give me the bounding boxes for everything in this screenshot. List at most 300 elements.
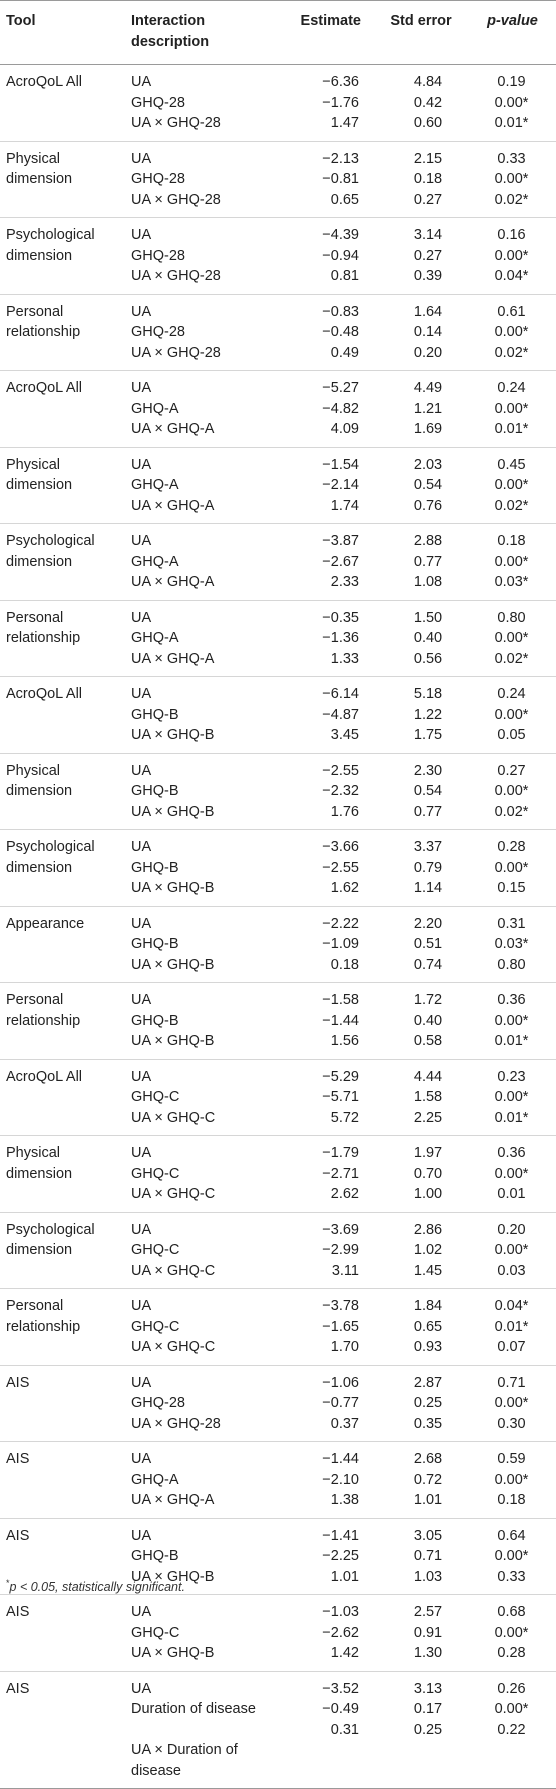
estimate-cell: 0.49: [330, 344, 359, 361]
p-value-cell: 0.80: [497, 609, 526, 626]
interaction-cell: UA × GHQ-C: [131, 1109, 216, 1126]
estimate-cell: 1.01: [330, 1568, 359, 1585]
table-row: [0, 753, 556, 781]
interaction-cell: GHQ-C: [131, 1242, 180, 1258]
std-error-cell: 0.91: [413, 1624, 443, 1641]
std-error-cell: 1.50: [413, 609, 443, 626]
interaction-cell: UA: [131, 1604, 152, 1620]
estimate-cell: −5.27: [322, 380, 359, 396]
p-value-cell: 0.03*: [494, 574, 529, 590]
interaction-cell: GHQ-28: [131, 247, 185, 264]
interaction-cell: Duration of disease: [131, 1701, 256, 1717]
p-value-cell: 0.00*: [494, 1395, 529, 1411]
std-error-cell: [373, 1740, 469, 1789]
tool-cell: Personal relationship: [6, 303, 81, 340]
table-row: [0, 1289, 556, 1317]
p-value-cell: 0.00*: [494, 477, 529, 493]
estimate-cell: 2.62: [330, 1186, 359, 1202]
std-error-cell: 2.87: [413, 1374, 443, 1391]
std-error-cell: 2.25: [413, 1109, 443, 1126]
std-error-cell: 0.39: [413, 268, 443, 284]
p-value-cell: 0.02*: [494, 803, 529, 820]
p-value-cell: 0.00*: [494, 171, 529, 187]
p-value-cell: 0.24: [497, 686, 526, 702]
estimate-cell: −0.81: [322, 171, 359, 187]
interaction-cell: GHQ-A: [131, 630, 179, 646]
header-tool: Tool: [6, 13, 36, 29]
header-estimate: Estimate: [300, 13, 361, 29]
interaction-cell: GHQ-C: [131, 1318, 180, 1335]
std-error-cell: 0.54: [413, 477, 443, 493]
p-value-cell: 0.00* 0.22: [494, 1701, 529, 1738]
estimate-cell: −3.78: [322, 1298, 359, 1314]
tool-cell: Appearance: [6, 915, 85, 932]
interaction-cell: UA: [131, 1145, 152, 1161]
estimate-cell: −1.76: [322, 94, 359, 111]
interaction-cell: GHQ-B: [131, 1012, 179, 1029]
estimate-cell: −2.10: [322, 1471, 359, 1488]
table-group: [0, 294, 556, 371]
p-value-cell: 0.26: [497, 1680, 526, 1697]
std-error-cell: 2.57: [413, 1604, 443, 1620]
estimate-cell: −2.67: [322, 553, 359, 570]
table-group: [0, 141, 556, 218]
p-value-cell: 0.33: [497, 1568, 526, 1585]
estimate-cell: 0.37: [330, 1415, 359, 1432]
table-group: [0, 906, 556, 983]
tool-cell: AcroQoL All: [6, 380, 83, 396]
std-error-cell: 0.70: [413, 1165, 443, 1182]
estimate-cell: −6.14: [322, 686, 359, 702]
estimate-cell: −1.03: [322, 1604, 359, 1620]
table-group: [0, 983, 556, 1060]
interaction-cell: UA × GHQ-A: [131, 650, 215, 667]
estimate-cell: −0.77: [322, 1395, 359, 1411]
tool-cell: AcroQoL All: [6, 686, 83, 702]
interaction-cell: UA: [131, 992, 152, 1008]
table-group: [0, 1212, 556, 1289]
p-value-cell: 0.01*: [494, 115, 529, 131]
interaction-cell: UA: [131, 1221, 152, 1238]
std-error-cell: 1.01: [413, 1492, 443, 1508]
p-value-cell: 0.01*: [494, 421, 529, 437]
interaction-cell: UA × GHQ-B: [131, 1568, 215, 1585]
estimate-cell: 0.81: [330, 268, 359, 284]
p-value-cell: 0.18: [497, 533, 526, 549]
interaction-cell: GHQ-C: [131, 1165, 180, 1182]
p-value-cell: 0.33: [497, 150, 526, 167]
std-error-cell: 2.86: [413, 1221, 443, 1238]
std-error-cell: 0.72: [413, 1471, 443, 1488]
p-value-cell: 0.00*: [494, 706, 529, 723]
estimate-cell: 1.62: [330, 880, 359, 896]
estimate-cell: −1.58: [322, 992, 359, 1008]
std-error-cell: 2.30: [413, 762, 443, 779]
table-group: [0, 65, 556, 142]
std-error-cell: 0.40: [413, 630, 443, 646]
std-error-cell: 5.18: [413, 686, 443, 702]
interaction-cell: GHQ-B: [131, 936, 179, 952]
p-value-cell: 0.02*: [494, 497, 529, 514]
table-group: [0, 1136, 556, 1213]
p-value-cell: 0.02*: [494, 191, 529, 208]
interaction-cell: UA: [131, 380, 152, 396]
estimate-cell: −3.52: [322, 1680, 359, 1697]
header-interaction: Interaction description: [131, 13, 210, 50]
table-group: [0, 1365, 556, 1442]
interaction-cell: GHQ-A: [131, 400, 179, 417]
interaction-cell: UA: [131, 1680, 152, 1697]
estimate-cell: 1.47: [330, 115, 359, 131]
table-row: [0, 1212, 556, 1240]
interaction-cell: GHQ-C: [131, 1624, 180, 1641]
p-value-cell: 0.00*: [494, 400, 529, 417]
interaction-cell: UA: [131, 150, 152, 167]
table-row: [0, 141, 556, 169]
table-header: [0, 1, 556, 65]
std-error-cell: 1.69: [413, 421, 443, 437]
interaction-cell: UA × GHQ-B: [131, 880, 215, 896]
interaction-cell: GHQ-A: [131, 477, 179, 493]
header-p-value-label: p-value: [487, 13, 538, 29]
interaction-cell: UA × GHQ-28: [131, 268, 221, 284]
std-error-cell: 0.54: [413, 783, 443, 799]
estimate-cell: −1.54: [322, 456, 359, 473]
table-row: [0, 1671, 556, 1699]
estimate-cell: −3.69: [322, 1221, 359, 1238]
std-error-cell: 3.05: [413, 1527, 443, 1544]
table-row: [0, 218, 556, 246]
estimate-cell: 1.74: [330, 497, 359, 514]
std-error-cell: 0.18: [413, 171, 443, 187]
estimate-cell: −2.32: [322, 783, 359, 799]
interaction-cell: UA × GHQ-B: [131, 727, 215, 743]
estimate-cell: −2.22: [322, 915, 359, 932]
std-error-cell: 3.13: [413, 1680, 443, 1697]
p-value-cell: 0.36: [497, 1145, 526, 1161]
interaction-cell: UA × GHQ-B: [131, 1033, 215, 1049]
table-row: [0, 65, 556, 93]
estimate-cell: 1.56: [330, 1033, 359, 1049]
std-error-cell: 3.14: [413, 227, 443, 243]
estimate-cell: 1.33: [330, 650, 359, 667]
interaction-cell: UA: [131, 303, 152, 320]
p-value-cell: 0.00*: [494, 1548, 529, 1564]
estimate-cell: −4.39: [322, 227, 359, 243]
interaction-cell: UA: [131, 456, 152, 473]
p-value-cell: 0.00*: [494, 324, 529, 340]
table-group: [0, 1671, 556, 1789]
table-row: [0, 1518, 556, 1546]
table-group: [0, 371, 556, 448]
interaction-cell: UA: [131, 227, 152, 243]
tool-cell: Physical dimension: [6, 150, 73, 187]
std-error-cell: 1.22: [413, 706, 443, 723]
p-value-cell: 0.68: [497, 1604, 526, 1620]
estimate-cell: −2.71: [322, 1165, 359, 1182]
p-value-cell: 0.03: [497, 1262, 526, 1279]
p-value-cell: 0.00*: [494, 94, 529, 111]
p-value-cell: 0.23: [497, 1068, 526, 1085]
p-value-cell: 0.45: [497, 456, 526, 473]
estimate-cell: −5.71: [322, 1089, 359, 1105]
tool-cell: Psychological dimension: [6, 533, 95, 570]
table-group: [0, 1289, 556, 1366]
p-value-cell: 0.00*: [494, 1242, 529, 1258]
p-value-cell: 0.27: [497, 762, 526, 779]
std-error-cell: 4.49: [413, 380, 443, 396]
interaction-cell: GHQ-A: [131, 553, 179, 570]
estimate-cell: −0.48: [322, 324, 359, 340]
interaction-cell: GHQ-B: [131, 783, 179, 799]
std-error-cell: 1.84: [413, 1298, 443, 1314]
header-p-value: [469, 1, 556, 65]
estimate-cell: −0.94: [322, 247, 359, 264]
interaction-cell: UA × GHQ-A: [131, 574, 215, 590]
std-error-cell: 0.74: [413, 956, 443, 973]
std-error-cell: 1.30: [413, 1645, 443, 1661]
std-error-cell: 1.97: [413, 1145, 443, 1161]
tool-cell: AIS: [6, 1604, 30, 1620]
std-error-cell: 0.79: [413, 859, 443, 876]
p-value-cell: 0.19: [497, 74, 526, 90]
estimate-cell: 0.18: [330, 956, 359, 973]
table-group: [0, 1442, 556, 1519]
interaction-cell: GHQ-28: [131, 324, 185, 340]
interaction-cell: UA: [131, 915, 152, 932]
interaction-cell: UA × GHQ-28: [131, 115, 221, 131]
interaction-cell: UA × GHQ-C: [131, 1262, 216, 1279]
tool-cell: Physical dimension: [6, 762, 73, 799]
p-value-cell: 0.64: [497, 1527, 526, 1544]
std-error-cell: 0.25: [413, 1395, 443, 1411]
estimate-cell: −3.66: [322, 839, 359, 855]
footnote: [6, 1578, 185, 1594]
p-value-cell: 0.00*: [494, 1165, 529, 1182]
p-value-cell: 0.03*: [494, 936, 529, 952]
p-value-cell: 0.00*: [494, 247, 529, 264]
estimate-cell: −2.62: [322, 1624, 359, 1641]
std-error-cell: 0.93: [413, 1339, 443, 1355]
estimate-cell: 1.38: [330, 1492, 359, 1508]
p-value-cell: 0.02*: [494, 344, 529, 361]
table-row: [0, 1595, 556, 1623]
p-value-cell: 0.02*: [494, 650, 529, 667]
interaction-cell: UA: [131, 609, 152, 626]
std-error-cell: 0.77: [413, 553, 443, 570]
table-group: [0, 677, 556, 754]
std-error-cell: 1.75: [413, 727, 443, 743]
p-value-cell: 0.30: [497, 1415, 526, 1432]
p-value-cell: 0.01: [497, 1186, 526, 1202]
std-error-cell: 0.17 0.25: [413, 1701, 443, 1738]
std-error-cell: 0.60: [413, 115, 443, 131]
estimate-cell: −4.87: [322, 706, 359, 723]
p-value-cell: 0.00*: [494, 1012, 529, 1029]
tool-cell: AIS: [6, 1527, 30, 1544]
p-value-cell: 0.00*: [494, 1624, 529, 1641]
table-row: [0, 600, 556, 628]
estimate-cell: 5.72: [330, 1109, 359, 1126]
table-row: [0, 294, 556, 322]
p-value-cell: 0.28: [497, 1645, 526, 1661]
interaction-cell: UA × GHQ-28: [131, 191, 221, 208]
estimate-cell: 1.76: [330, 803, 359, 820]
estimate-cell: −6.36: [322, 74, 359, 90]
interaction-cell: UA × GHQ-A: [131, 497, 215, 514]
estimate-cell: −2.25: [322, 1548, 359, 1564]
p-value-cell: 0.01*: [494, 1033, 529, 1049]
estimate-cell: 3.45: [330, 727, 359, 743]
interaction-cell: UA: [131, 1298, 152, 1314]
table-row: [0, 906, 556, 934]
interaction-cell: UA: [131, 762, 152, 779]
table-row: [0, 524, 556, 552]
interaction-cell: UA × GHQ-B: [131, 956, 215, 973]
tool-cell: AIS: [6, 1451, 30, 1467]
estimate-cell: −0.35: [322, 609, 359, 626]
p-value-cell: 0.01*: [494, 1318, 529, 1335]
tool-cell: Physical dimension: [6, 456, 73, 493]
tool-cell: Personal relationship: [6, 992, 81, 1029]
interaction-cell: UA: [131, 839, 152, 855]
interaction-cell: UA × GHQ-A: [131, 1492, 215, 1508]
std-error-cell: 0.71: [413, 1548, 443, 1564]
interaction-cell: UA × GHQ-A: [131, 421, 215, 437]
p-value-cell: 0.01*: [494, 1109, 529, 1126]
table-group: [0, 218, 556, 295]
std-error-cell: 1.58: [413, 1089, 443, 1105]
estimate-cell: 0.65: [330, 191, 359, 208]
interaction-cell: UA: [131, 1374, 152, 1391]
interaction-cell: UA: [131, 1068, 152, 1085]
estimate-cell: −1.36: [322, 630, 359, 646]
p-value-cell: 0.00*: [494, 553, 529, 570]
std-error-cell: 2.68: [413, 1451, 443, 1467]
p-value-cell: 0.31: [497, 915, 526, 932]
interaction-cell: UA: [131, 1451, 152, 1467]
tool-cell: AcroQoL All: [6, 74, 83, 90]
std-error-cell: 0.20: [413, 344, 443, 361]
interaction-cell: GHQ-28: [131, 94, 185, 111]
table-row: [0, 1365, 556, 1393]
interaction-cell: GHQ-B: [131, 706, 179, 723]
table-group: [0, 753, 556, 830]
interaction-cell: UA: [131, 1527, 152, 1544]
p-value-cell: 0.04*: [494, 268, 529, 284]
estimate-cell: −2.13: [322, 150, 359, 167]
estimate-cell: −0.83: [322, 303, 359, 320]
tool-cell: Personal relationship: [6, 1298, 81, 1335]
std-error-cell: 4.44: [413, 1068, 443, 1085]
p-value-cell: 0.00*: [494, 1089, 529, 1105]
table-row: [0, 830, 556, 858]
estimate-cell: −1.06: [322, 1374, 359, 1391]
p-value-cell: 0.18: [497, 1492, 526, 1508]
estimate-cell: [263, 1740, 373, 1789]
std-error-cell: 2.15: [413, 150, 443, 167]
table-row: [0, 983, 556, 1011]
interaction-cell: GHQ-28: [131, 1395, 185, 1411]
interaction-cell: GHQ-B: [131, 1548, 179, 1564]
std-error-cell: 0.14: [413, 324, 443, 340]
interaction-cell: UA: [131, 74, 152, 90]
interaction-cell: UA × Duration of disease: [131, 1742, 238, 1779]
estimate-cell: 2.33: [330, 574, 359, 590]
estimate-cell: 1.70: [330, 1339, 359, 1355]
interaction-cell: GHQ-28: [131, 171, 185, 187]
table-group: [0, 1059, 556, 1136]
std-error-cell: 2.88: [413, 533, 443, 549]
estimate-cell: −2.55: [322, 859, 359, 876]
interaction-cell: UA × GHQ-C: [131, 1339, 216, 1355]
p-value-cell: 0.61: [497, 303, 526, 320]
std-error-cell: 0.56: [413, 650, 443, 667]
p-value-cell: 0.04*: [494, 1298, 529, 1314]
table-row: [0, 1136, 556, 1164]
estimate-cell: −1.44: [322, 1451, 359, 1467]
estimate-cell: −2.99: [322, 1242, 359, 1258]
p-value-cell: 0.07: [497, 1339, 526, 1355]
p-value-cell: [469, 1740, 556, 1789]
std-error-cell: 1.02: [413, 1242, 443, 1258]
table-group: [0, 524, 556, 601]
std-error-cell: 1.03: [413, 1568, 443, 1585]
table-row: [0, 447, 556, 475]
p-value-cell: 0.80: [497, 956, 526, 973]
footnote-text: p < 0.05, statistically significant.: [9, 1580, 185, 1595]
p-value-cell: 0.24: [497, 380, 526, 396]
table-row: [0, 1059, 556, 1087]
estimate-cell: −1.09: [322, 936, 359, 952]
estimate-cell: −0.49 0.31: [322, 1701, 359, 1738]
p-value-cell: 0.59: [497, 1451, 526, 1467]
std-error-cell: 0.27: [413, 191, 443, 208]
tool-cell: Personal relationship: [6, 609, 81, 646]
table-row: [0, 1442, 556, 1470]
table-group: [0, 830, 556, 907]
p-value-cell: 0.20: [497, 1221, 526, 1238]
std-error-cell: 0.42: [413, 94, 443, 111]
tool-cell: Psychological dimension: [6, 227, 95, 264]
interaction-cell: UA × GHQ-C: [131, 1186, 216, 1202]
p-value-cell: 0.00*: [494, 859, 529, 876]
estimate-cell: −2.14: [322, 477, 359, 493]
std-error-cell: 0.77: [413, 803, 443, 820]
interaction-cell: GHQ-A: [131, 1471, 179, 1488]
interaction-cell: UA × GHQ-B: [131, 803, 215, 820]
interaction-cell: UA × GHQ-28: [131, 1415, 221, 1432]
interaction-cell: UA × GHQ-B: [131, 1645, 215, 1661]
interaction-cell: GHQ-B: [131, 859, 179, 876]
tool-cell: AIS: [6, 1374, 30, 1391]
std-error-cell: 1.21: [413, 400, 443, 417]
p-value-cell: 0.28: [497, 839, 526, 855]
table-group: [0, 600, 556, 677]
estimate-cell: −1.41: [322, 1527, 359, 1544]
p-value-cell: 0.15: [497, 880, 526, 896]
std-error-cell: 1.64: [413, 303, 443, 320]
p-value-cell: 0.05: [497, 727, 526, 743]
std-error-cell: 1.45: [413, 1262, 443, 1279]
std-error-cell: 4.84: [413, 74, 443, 90]
p-value-cell: 0.00*: [494, 783, 529, 799]
footnote-star: *: [6, 1578, 10, 1588]
interaction-cell: UA: [131, 686, 152, 702]
tool-cell: AIS: [6, 1680, 30, 1697]
estimate-cell: −4.82: [322, 400, 359, 417]
std-error-cell: 0.27: [413, 247, 443, 264]
